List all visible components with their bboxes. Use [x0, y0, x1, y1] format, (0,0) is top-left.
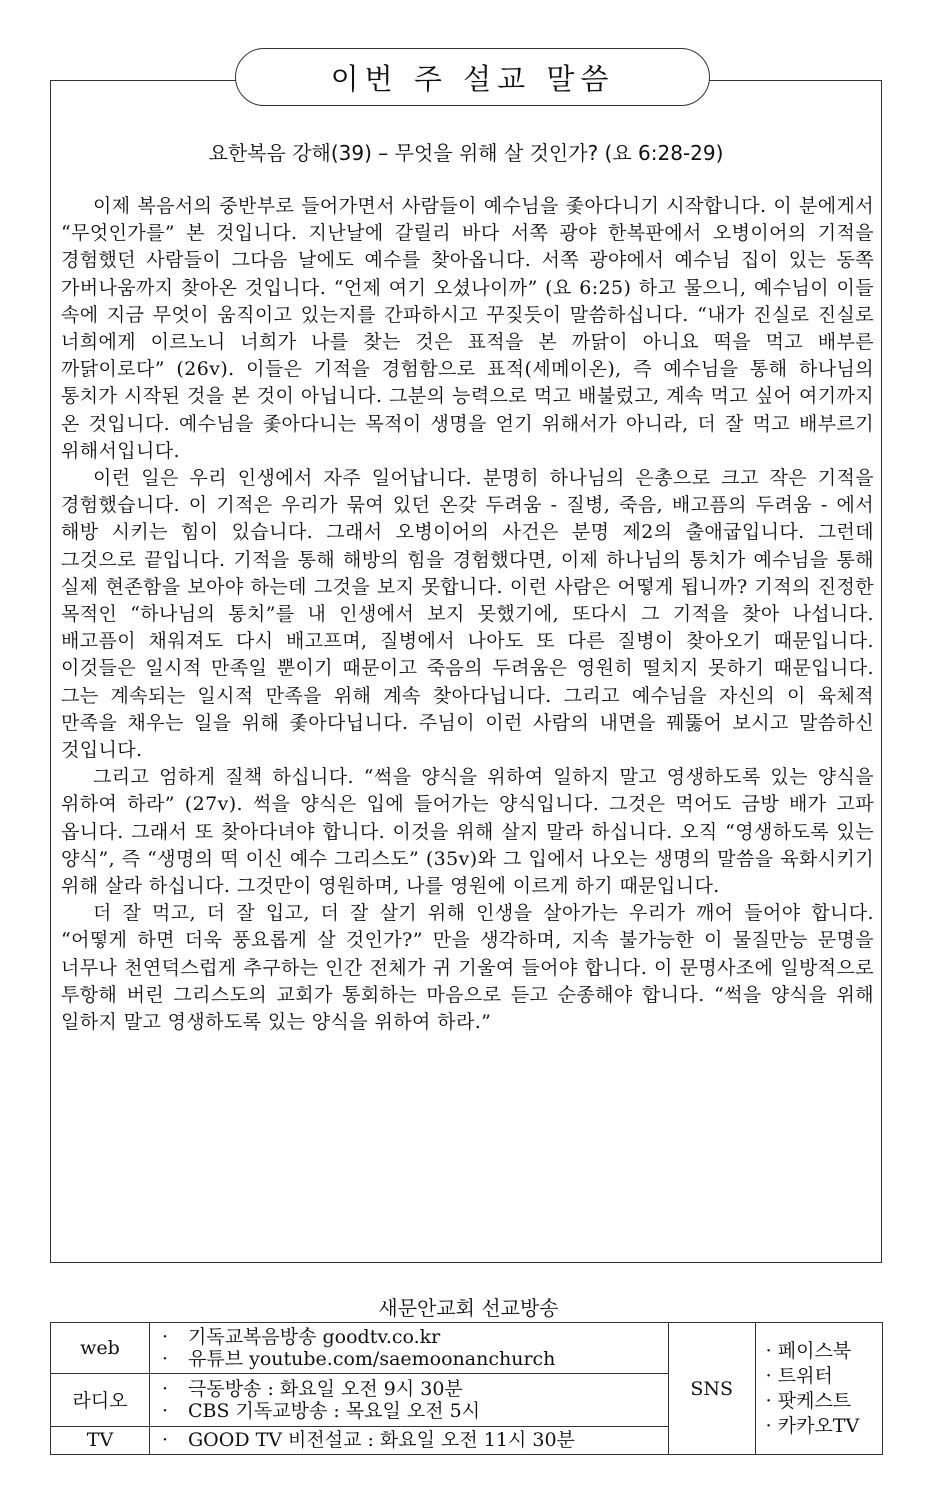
- page-title: 이번 주 설교 말씀: [330, 61, 615, 96]
- list-item: · 페이스북: [765, 1339, 852, 1362]
- broadcast-table: [50, 1322, 883, 1455]
- tv-items: [150, 1426, 669, 1454]
- row-label-radio: 라디오: [51, 1373, 150, 1426]
- list-item: · 트위터: [765, 1364, 833, 1387]
- table-row: [51, 1323, 883, 1374]
- list-item: · 카카오TV: [765, 1414, 860, 1437]
- sermon-body: [61, 193, 874, 1036]
- broadcast-heading: 새문안교회 선교방송: [378, 1296, 559, 1320]
- list-item: · 유튜브 youtube.com/saemoonanchurch: [162, 1347, 556, 1370]
- radio-items: [150, 1373, 669, 1426]
- row-label-tv: TV: [51, 1426, 150, 1454]
- sermon-subtitle: 요한복음 강해(39) – 무엇을 위해 살 것인가? (요 6:28-29): [208, 141, 724, 165]
- sermon-paragraph: 그리고 엄하게 질책 하십니다. “썩을 양식을 위하여 일하지 말고 영생하도록 있는 양식을 위하여 하라” (27v). 썩을 양식은 입에 들어가는 양식입니다. 그것은 먹어도 금방 배가 고파 옵니다. 그래서 또 찾아다녀야 합니다. 이것을 위해 살지 말라 하십니다. 오직 “영생하도록 있는 양식”, 즉 “생명의 떡 이신 예수 그리스도” (35v)와 그 입에서 나오는 생명의 말씀을 육화시키기 위해 살라 하십니다. 그것만이 영원하며, 나를 영원에 이르게 하기 때문입니다.: [61, 766, 874, 898]
- sermon-paragraph: 더 잘 먹고, 더 잘 입고, 더 잘 살기 위해 인생을 살아가는 우리가 깨어 들어야 합니다. “어떻게 하면 더욱 풍요롭게 살 것인가?” 만을 생각하며, 지속 불가능한 이 물질만능 문명을 너무나 천연덕스럽게 추구하는 인간 전체가 귀 기울여 들어야 합니다. 이 문명사조에 일방적으로 투항해 버린 그리스도의 교회가 통회하는 마음으로 듣고 순종해야 합니다. “썩을 양식을 위해 일하지 말고 영생하도록 있는 양식을 위하여 하라.”: [61, 902, 874, 1034]
- list-item: · GOOD TV 비전설교 : 화요일 오전 11시 30분: [162, 1429, 575, 1452]
- sns-label: SNS: [668, 1323, 755, 1455]
- list-item: · CBS 기독교방송 : 목요일 오전 5시: [162, 1399, 481, 1422]
- list-item: · 기독교복음방송 goodtv.co.kr: [162, 1325, 441, 1348]
- sns-items: [755, 1323, 882, 1455]
- list-item: · 극동방송 : 화요일 오전 9시 30분: [162, 1377, 463, 1400]
- sermon-paragraph: 이제 복음서의 중반부로 들어가면서 사람들이 예수님을 좇아다니기 시작합니다. 이 분에게서 “무엇인가를” 본 것입니다. 지난날에 갈릴리 바다 서쪽 광야 한복판에서 오병이어의 기적을 경험했던 사람들이 그다음 날에도 예수를 찾아옵니다. 서쪽 광야에서 예수님 집이 있는 동쪽 가버나움까지 찾아온 것입니다. “언제 여기 오셨나이까” (요 6:25) 하고 물으니, 예수님이 이들 속에 지금 무엇이 움직이고 있는지를 간파하시고 꾸짖듯이 말씀하십니다. “내가 진실로 진실로 너희에게 이르노니 너희가 나를 찾는 것은 표적을 본 까닭이 아니요 떡을 먹고 배부른 까닭이로다” (26v). 이들은 기적을 경험함으로 표적(세메이온), 즉 예수님을 통해 하나님의 통치가 시작된 것을 본 것이 아닙니다. 그분의 능력으로 먹고 배불렀고, 계속 먹고 싶어 여기까지 온 것입니다. 예수님을 좇아다니는 목적이 생명을 얻기 위해서가 아니라, 더 잘 먹고 배부르기 위해서입니다.: [61, 195, 874, 462]
- title-banner: [235, 48, 710, 106]
- list-item: · 팟케스트: [765, 1389, 852, 1412]
- web-items: [150, 1323, 669, 1374]
- sermon-paragraph: 이런 일은 우리 인생에서 자주 일어납니다. 분명히 하나님의 은총으로 크고 작은 기적을 경험했습니다. 이 기적은 우리가 묶여 있던 온갖 두려움 - 질병, 죽음, 배고픔의 두려움 - 에서 해방 시키는 힘이 있습니다. 그래서 오병이어의 사건은 분명 제2의 출애굽입니다. 그런데 그것으로 끝입니다. 기적을 통해 해방의 힘을 경험했다면, 이제 하나님의 통치가 예수님을 통해 실제 현존함을 보아야 하는데 그것을 보지 못합니다. 이런 사람은 어떻게 됩니까? 기적의 진정한 목적인 “하나님의 통치”를 내 인생에서 보지 못했기에, 또다시 그 기적을 찾아 나섭니다. 배고픔이 채워져도 다시 배고프며, 질병에서 나아도 또 다른 질병이 찾아오기 때문입니다. 이것들은 일시적 만족일 뿐이기 때문이고 죽음의 두려움은 영원히 떨치지 못하기 때문입니다. 그는 계속되는 일시적 만족을 위해 계속 찾아다닙니다. 그리고 예수님을 자신의 이 육체적 만족을 채우는 일을 위해 좇아다닙니다. 주님이 이런 사람의 내면을 꿰뚫어 보시고 말씀하신 것입니다.: [61, 467, 874, 762]
- row-label-web: web: [51, 1323, 150, 1374]
